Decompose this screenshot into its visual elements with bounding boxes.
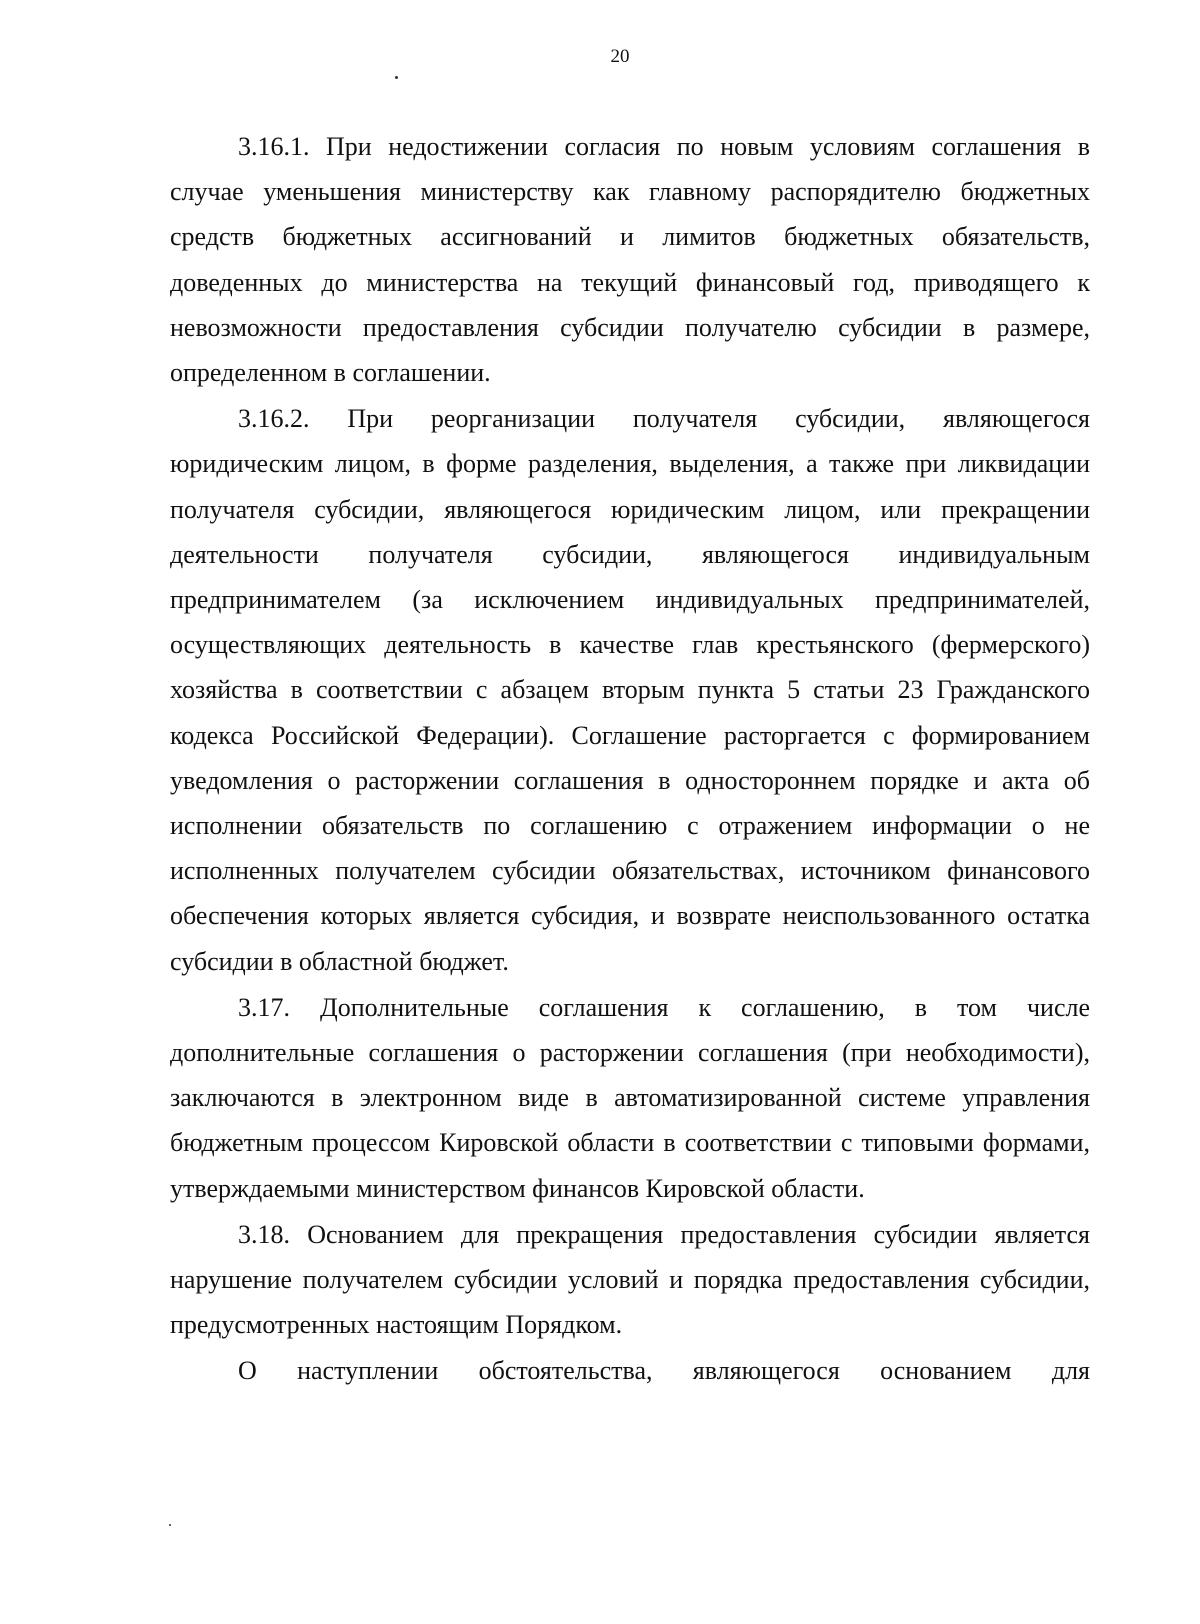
paragraph-3-16-2: 3.16.2. При реорганизации получателя субсидии, являющегося юридическим лицом, в форме разделения, выделения, а также при ликвидации получателя субсидии, являющегося юридическим лицом, или прекращении деятельности получателя субсидии, являющегося индивидуальным предпринимателем (за исключением индивидуальных предпринимателей, осуществляющих деятельность в качестве глав крестьянского (фермерского) хозяйства в соответствии с абзацем вторым пункта 5 статьи 23 Гражданского кодекса Российской Федерации). Соглашение расторгается с формированием уведомления о расторжении соглашения в одностороннем порядке и акта об исполнении обязательств по соглашению с отражением информации о не исполненных получателем субсидии обязательствах, источником финансового обеспечения которых является субсидия, и возврате неиспользованного остатка субсидии в областной бюджет. xyxy=(170,404,1090,976)
paragraph-3-16-1: 3.16.1. При недостижении согласия по новым условиям соглашения в случае уменьшения министерству как главному распорядителю бюджетных средств бюджетных ассигнований и лимитов бюджетных обязательств, доведенных до министерства на текущий финансовый год, приводящего к невозможности предоставления субсидии получателю субсидии в размере, определенном в соглашении. xyxy=(170,132,1090,388)
paragraph-continuation: О наступлении обстоятельства, являющегося основанием для xyxy=(238,1356,1090,1386)
paragraph-3-18: 3.18. Основанием для прекращения предоставления субсидии является нарушение получателем субсидии условий и порядка предоставления субсидии, предусмотренных настоящим Порядком. xyxy=(170,1219,1090,1340)
scan-speck xyxy=(169,1524,171,1526)
scan-speck xyxy=(395,76,398,79)
paragraph-3-17: 3.17. Дополнительные соглашения к соглашению, в том числе дополнительные соглашения о расторжении соглашения (при необходимости), заключаются в электронном виде в автоматизированной системе управления бюджетным процессом Кировской области в соответствии с типовыми формами, утверждаемыми министерством финансов Кировской области. xyxy=(170,992,1090,1203)
document-body xyxy=(170,124,1090,1395)
page-number: 20 xyxy=(610,46,630,67)
